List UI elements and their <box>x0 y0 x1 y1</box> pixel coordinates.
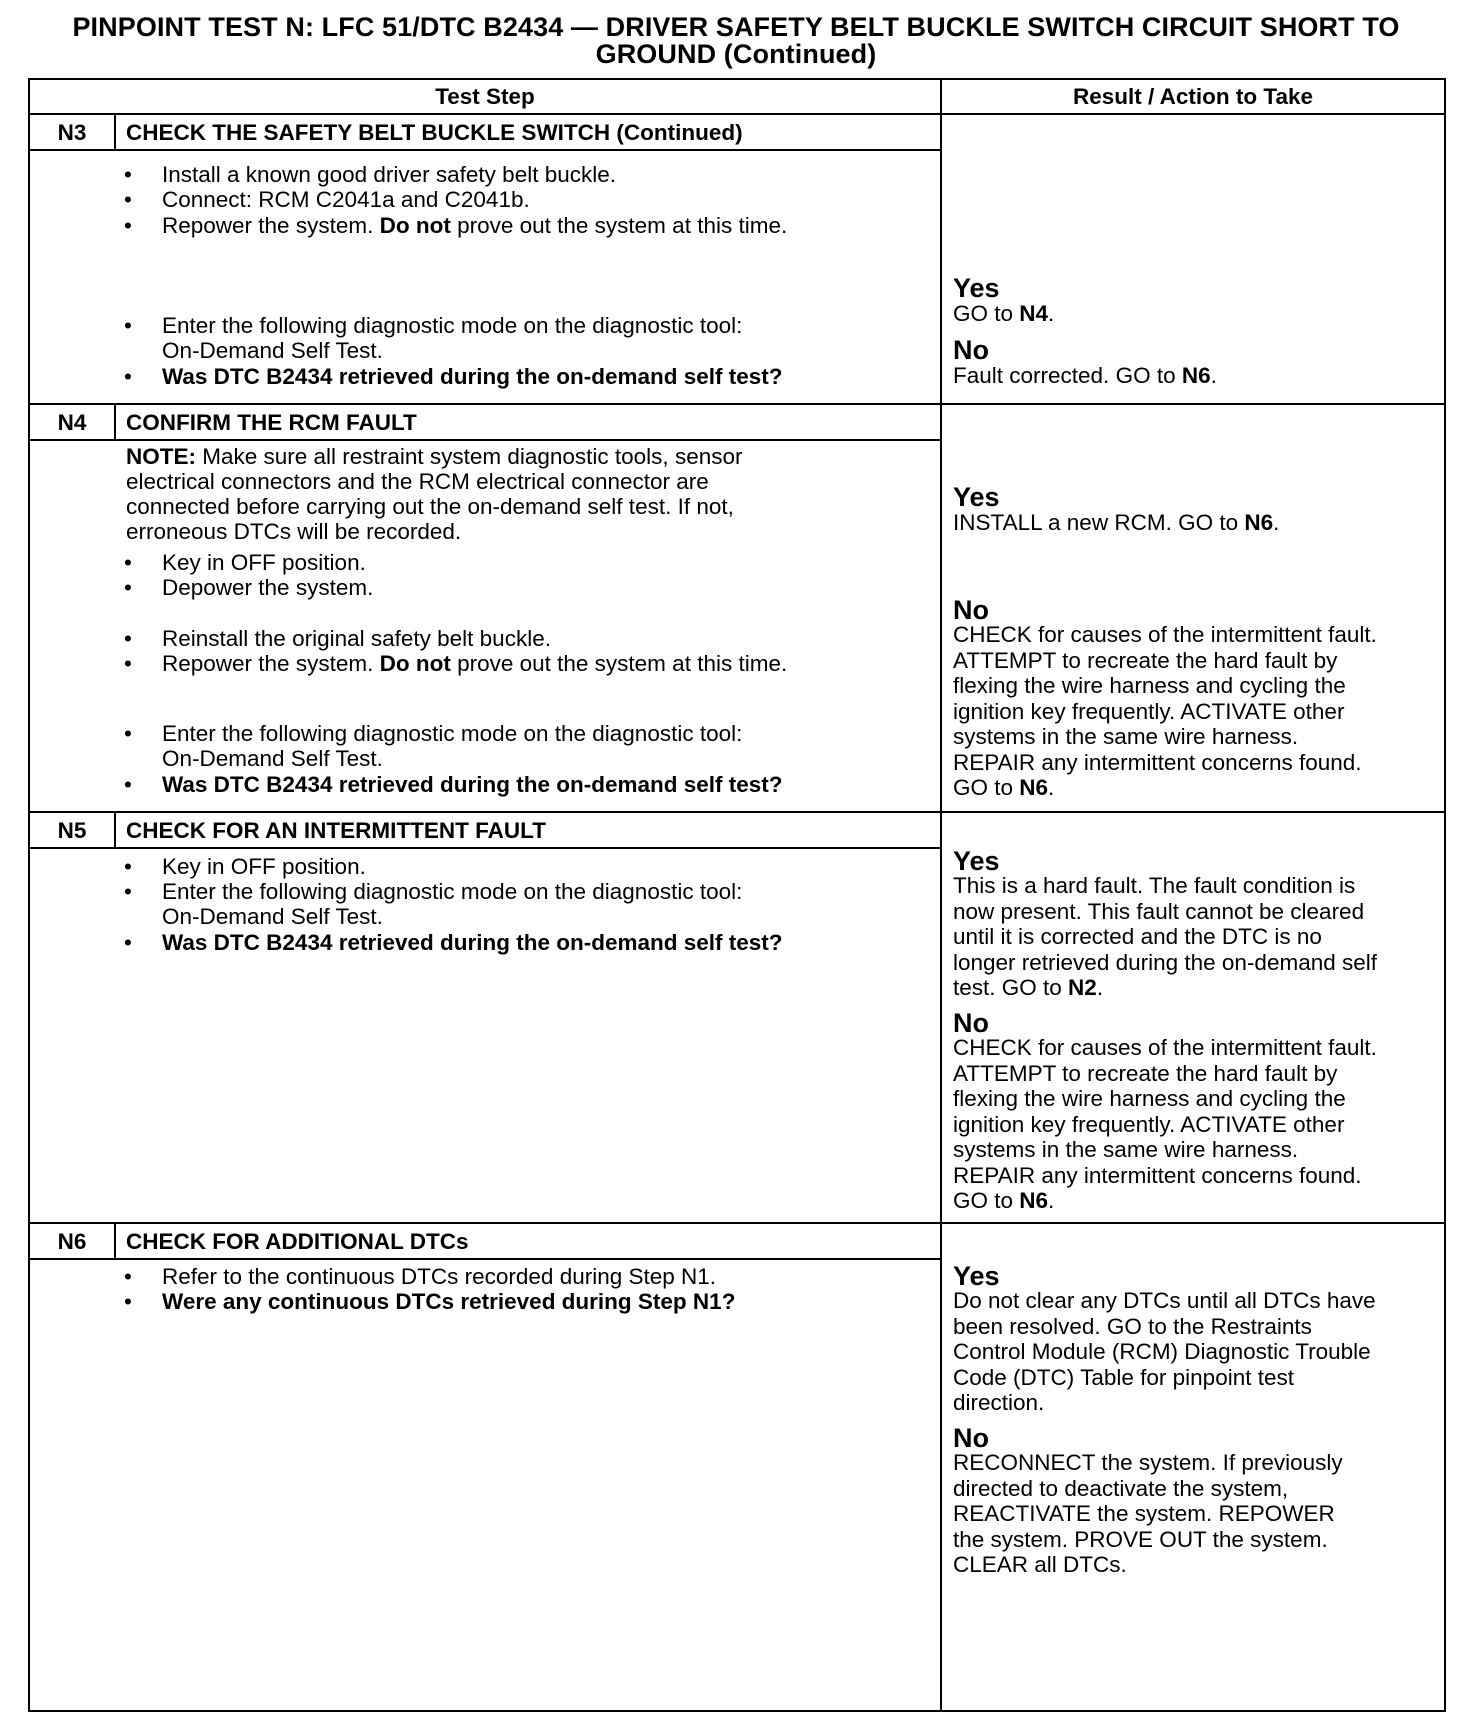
step-question: Was DTC B2434 retrieved during the on-demand self test? <box>162 930 783 955</box>
result-no-action: Fault corrected. GO to N6. <box>953 363 1217 388</box>
bullet-icon: • <box>124 313 132 338</box>
result-no-action: RECONNECT the system. If previously directed to deactivate the system, REACTIVATE the system. REPOWER the system. PROVE OUT the system. CLEAR all DTCs. <box>953 1450 1343 1577</box>
bullet-icon: • <box>124 854 132 879</box>
result-no-label: No <box>953 1423 989 1453</box>
result-no-label: No <box>953 335 989 365</box>
step-id-divider-n4 <box>114 405 116 440</box>
pinpoint-test-table <box>28 78 1446 1712</box>
result-no-goto: GO to N6. <box>953 775 1055 800</box>
step-note-cont: erroneous DTCs will be recorded. <box>126 519 462 544</box>
result-yes-goto: test. GO to N2. <box>953 975 1104 1000</box>
step-id: N5 <box>57 818 87 843</box>
step-instruction-cont: On-Demand Self Test. <box>162 904 383 929</box>
title-line-1: PINPOINT TEST N: LFC 51/DTC B2434 — DRIVER SAFETY BELT BUCKLE SWITCH CIRCUIT SHORT TO <box>72 12 1400 42</box>
result-yes-action: GO to N4. <box>953 301 1055 326</box>
step-instruction: Connect: RCM C2041a and C2041b. <box>162 187 530 212</box>
step-question: Was DTC B2434 retrieved during the on-demand self test? <box>162 364 783 389</box>
step-instruction: Depower the system. <box>162 575 374 600</box>
header-rule <box>30 113 1444 115</box>
step-note-cont: electrical connectors and the RCM electrical connector are <box>126 469 709 494</box>
step-id-divider-n3 <box>114 115 116 150</box>
bullet-icon: • <box>124 1289 132 1314</box>
result-no-label: No <box>953 595 989 625</box>
result-yes-action: INSTALL a new RCM. GO to N6. <box>953 510 1280 535</box>
n3-heading-rule <box>30 149 940 151</box>
step-heading: CONFIRM THE RCM FAULT <box>126 410 417 435</box>
result-yes-action: This is a hard fault. The fault condition is now present. This fault cannot be cleared until it is corrected and the DTC is no longer retrieved during the on-demand self <box>953 873 1378 975</box>
step-id: N6 <box>57 1229 87 1254</box>
step-id: N3 <box>57 120 87 145</box>
n3-row-rule <box>30 403 1444 405</box>
step-instruction: Repower the system. Do not prove out the system at this time. <box>162 651 788 676</box>
result-yes-label: Yes <box>953 273 1000 303</box>
n5-row-rule <box>30 1222 1444 1224</box>
step-instruction: Refer to the continuous DTCs recorded during Step N1. <box>162 1264 717 1289</box>
step-heading: CHECK THE SAFETY BELT BUCKLE SWITCH (Continued) <box>126 120 743 145</box>
bullet-icon: • <box>124 575 132 600</box>
bullet-icon: • <box>124 213 132 238</box>
title-line-2: GROUND (Continued) <box>595 39 877 69</box>
result-no-action: CHECK for causes of the intermittent fault. ATTEMPT to recreate the hard fault by flexing the wire harness and cycling the ignition key frequently. ACTIVATE other systems in the same wire harness. REPAIR any intermittent concerns found. <box>953 1035 1377 1188</box>
result-yes-action: Do not clear any DTCs until all DTCs have been resolved. GO to the Restraints Control Module (RCM) Diagnostic Trouble Code (DTC) Table for pinpoint test direction. <box>953 1288 1376 1415</box>
step-heading: CHECK FOR ADDITIONAL DTCs <box>126 1229 469 1254</box>
document-title <box>20 14 1452 68</box>
step-instruction: Enter the following diagnostic mode on the diagnostic tool: <box>162 313 743 338</box>
n4-row-rule <box>30 811 1444 813</box>
n5-heading-rule <box>30 847 940 849</box>
step-instruction: Enter the following diagnostic mode on the diagnostic tool: <box>162 879 743 904</box>
step-instruction: Enter the following diagnostic mode on the diagnostic tool: <box>162 721 743 746</box>
column-divider <box>940 80 942 1710</box>
column-header-result: Result / Action to Take <box>1072 84 1314 109</box>
step-note: NOTE: Make sure all restraint system diagnostic tools, sensor <box>126 444 743 469</box>
step-instruction-cont: On-Demand Self Test. <box>162 746 383 771</box>
step-instruction: Key in OFF position. <box>162 550 366 575</box>
bullet-icon: • <box>124 930 132 955</box>
step-instruction: Reinstall the original safety belt buckle. <box>162 626 551 651</box>
bullet-icon: • <box>124 364 132 389</box>
result-yes-label: Yes <box>953 846 1000 876</box>
step-instruction: Install a known good driver safety belt buckle. <box>162 162 616 187</box>
bullet-icon: • <box>124 772 132 797</box>
bullet-icon: • <box>124 651 132 676</box>
result-no-label: No <box>953 1008 989 1038</box>
step-instruction: Repower the system. Do not prove out the system at this time. <box>162 213 788 238</box>
step-question: Were any continuous DTCs retrieved during Step N1? <box>162 1289 736 1314</box>
result-no-goto: GO to N6. <box>953 1188 1055 1213</box>
bullet-icon: • <box>124 550 132 575</box>
result-no-action: CHECK for causes of the intermittent fault. ATTEMPT to recreate the hard fault by flexing the wire harness and cycling the ignition key frequently. ACTIVATE other systems in the same wire harness. REPAIR any intermittent concerns found. <box>953 622 1377 775</box>
bullet-icon: • <box>124 1264 132 1289</box>
bullet-icon: • <box>124 162 132 187</box>
column-header-test-step: Test Step <box>435 84 535 109</box>
result-yes-label: Yes <box>953 1261 1000 1291</box>
bullet-icon: • <box>124 626 132 651</box>
n6-heading-rule <box>30 1258 940 1260</box>
step-instruction-cont: On-Demand Self Test. <box>162 338 383 363</box>
bullet-icon: • <box>124 879 132 904</box>
step-id-divider-n6 <box>114 1224 116 1259</box>
step-instruction: Key in OFF position. <box>162 854 366 879</box>
step-question: Was DTC B2434 retrieved during the on-demand self test? <box>162 772 783 797</box>
bullet-icon: • <box>124 721 132 746</box>
n4-heading-rule <box>30 439 940 441</box>
step-note-cont: connected before carrying out the on-demand self test. If not, <box>126 494 734 519</box>
step-id-divider-n5 <box>114 813 116 848</box>
bullet-icon: • <box>124 187 132 212</box>
step-id: N4 <box>57 410 87 435</box>
result-yes-label: Yes <box>953 482 1000 512</box>
step-heading: CHECK FOR AN INTERMITTENT FAULT <box>126 818 546 843</box>
